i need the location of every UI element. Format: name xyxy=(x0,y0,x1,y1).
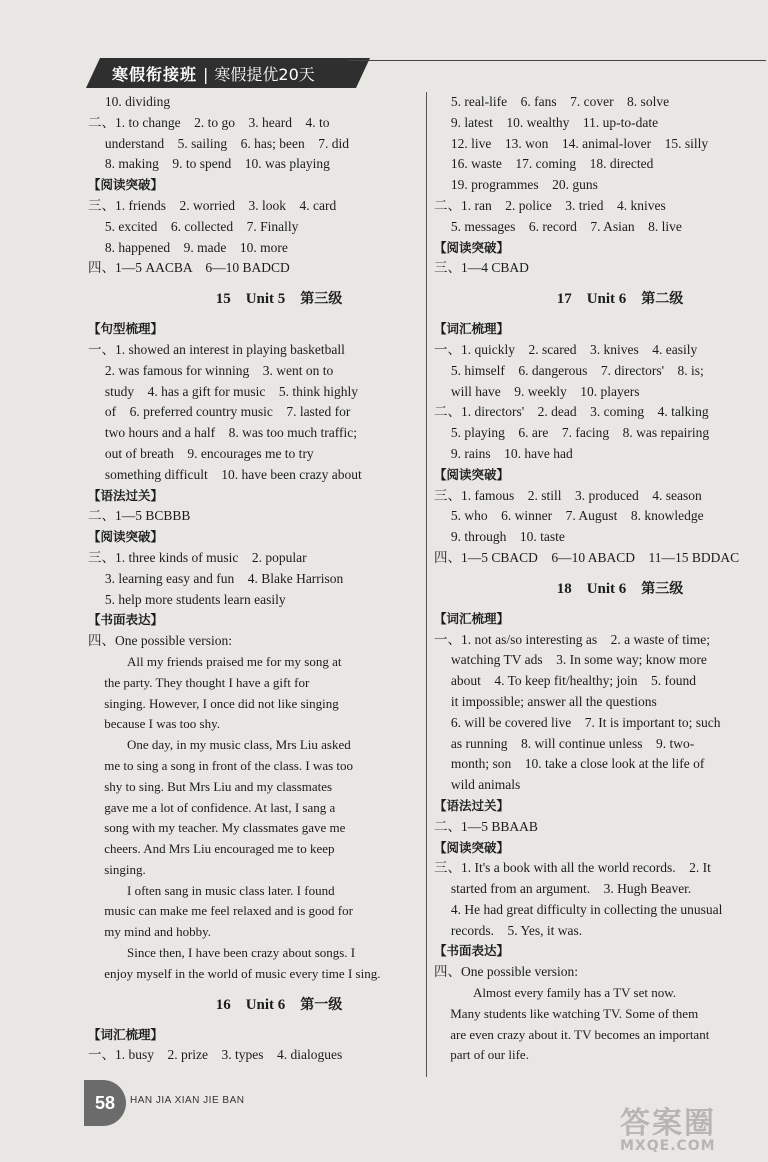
answer-line: 一、1. busy 2. prize 3. types 4. dialogues xyxy=(88,1047,343,1063)
answer-line: as running 8. will continue unless 9. two- xyxy=(434,735,695,751)
unit-title-text: 18 Unit 6 xyxy=(556,580,642,597)
unit-title-text: 17 Unit 6 xyxy=(556,291,642,308)
watermark-main: 答案圈 xyxy=(620,1106,716,1141)
unit-level: 第一级 xyxy=(300,996,343,1013)
essay-line: part of our life. xyxy=(434,1047,529,1063)
series-subtitle: 寒假提优20天 xyxy=(214,65,315,84)
answer-line: 8. happened 9. made 10. more xyxy=(88,239,288,255)
answer-line: 9. rains 10. have had xyxy=(434,445,573,461)
answer-line: study 4. has a gift for music 5. think highly xyxy=(88,383,358,399)
section-heading: 【词汇梳理】 xyxy=(434,610,510,626)
answer-line: 二、1. ran 2. police 3. tried 4. knives xyxy=(434,197,666,213)
series-title: 寒假衔接班 xyxy=(112,65,198,84)
answer-line: 三、1. famous 2. still 3. produced 4. season xyxy=(434,487,702,503)
answer-line: 四、1—5 CBACD 6—10 ABACD 11—15 BDDAC xyxy=(434,549,740,565)
answer-line: out of breath 9. encourages me to try xyxy=(88,445,314,461)
answer-line: about 4. To keep fit/healthy; join 5. found xyxy=(434,673,697,689)
answer-line: 5. real-life 6. fans 7. cover 8. solve xyxy=(434,94,670,109)
answer-line: 9. through 10. taste xyxy=(434,529,565,545)
answer-line: 四、One possible version: xyxy=(434,964,578,980)
header-rule xyxy=(348,60,766,61)
watermark-logo xyxy=(620,1098,760,1156)
essay-line: my mind and hobby. xyxy=(88,924,212,940)
section-heading: 【阅读突破】 xyxy=(434,239,510,255)
answer-line: two hours and a half 8. was too much traffic; xyxy=(88,425,357,441)
answer-line: 5. messages 6. record 7. Asian 8. live xyxy=(434,218,682,234)
answer-line: month; son 10. take a close look at the life of xyxy=(434,756,705,772)
essay-line: the party. They thought I have a gift for xyxy=(88,674,310,690)
unit-level: 第三级 xyxy=(641,580,684,597)
right-answer-column xyxy=(434,92,756,1066)
unit-title-text: 15 Unit 5 xyxy=(215,291,301,308)
essay-line: are even crazy about it. TV becomes an important xyxy=(434,1026,710,1042)
essay-line: me to sing a song in front of the class. I was too xyxy=(88,757,354,773)
answer-line: 9. latest 10. wealthy 11. up-to-date xyxy=(434,114,659,130)
essay-line: song with my teacher. My classmates gave me xyxy=(88,820,346,836)
essay-line: shy to sing. But Mrs Liu and my classmates xyxy=(88,778,333,794)
essay-line: Many students like watching TV. Some of them xyxy=(434,1005,699,1021)
answer-line: of 6. preferred country music 7. lasted for xyxy=(88,404,351,420)
answer-line: will have 9. weekly 10. players xyxy=(434,383,640,399)
section-heading: 【词汇梳理】 xyxy=(434,321,510,337)
header-title: 寒假衔接班 | 寒假提优20天 xyxy=(112,65,315,84)
answer-line: 一、1. showed an interest in playing basketball xyxy=(88,341,345,357)
page-header xyxy=(86,56,766,90)
answer-line: 三、1. three kinds of music 2. popular xyxy=(88,549,307,565)
answer-line: 四、1—5 AACBA 6—10 BADCD xyxy=(88,260,290,276)
answer-line: 二、1—5 BCBBB xyxy=(88,508,191,524)
answer-line: it impossible; answer all the questions xyxy=(434,693,657,709)
answer-line: understand 5. sailing 6. has; been 7. did xyxy=(88,135,349,151)
essay-line: gave me a lot of confidence. At last, I sang a xyxy=(88,799,336,815)
section-heading: 【阅读突破】 xyxy=(434,839,510,855)
unit-level: 第三级 xyxy=(300,291,343,308)
answer-line: 10. dividing xyxy=(88,94,171,109)
essay-line: singing. xyxy=(88,861,146,877)
section-heading: 【阅读突破】 xyxy=(434,466,510,482)
section-heading: 【阅读突破】 xyxy=(88,177,164,193)
answer-line: 三、1—4 CBAD xyxy=(434,260,529,276)
left-answer-column xyxy=(88,92,410,1066)
answer-line: 二、1. to change 2. to go 3. heard 4. to xyxy=(88,114,330,130)
answer-line: 一、1. quickly 2. scared 3. knives 4. easily xyxy=(434,341,698,357)
section-heading: 【阅读突破】 xyxy=(88,529,164,545)
answer-line: 12. live 13. won 14. animal-lover 15. silly xyxy=(434,135,709,151)
section-heading: 【句型梳理】 xyxy=(88,321,164,337)
answer-line: 3. learning easy and fun 4. Blake Harrison xyxy=(88,570,344,586)
answer-line: 19. programmes 20. guns xyxy=(434,177,598,193)
page-number: 58 xyxy=(84,1080,126,1126)
answer-line: 8. making 9. to spend 10. was playing xyxy=(88,156,330,172)
answer-line: 6. will be covered live 7. It is important to; such xyxy=(434,714,721,730)
essay-line: music can make me feel relaxed and is good for xyxy=(88,903,353,919)
essay-line: enjoy myself in the world of music every time I sing. xyxy=(88,965,381,981)
essay-line: All my friends praised me for my song at xyxy=(88,653,342,669)
answer-line: 5. excited 6. collected 7. Finally xyxy=(88,218,299,234)
answer-line: wild animals xyxy=(434,777,521,793)
footer-brand: HAN JIA XIAN JIE BAN xyxy=(130,1095,245,1106)
answer-line: watching TV ads 3. In some way; know more xyxy=(434,652,707,668)
unit-title xyxy=(88,985,410,1025)
essay-line: cheers. And Mrs Liu encouraged me to keep xyxy=(88,841,335,857)
essay-line: Almost every family has a TV set now. xyxy=(434,985,677,1001)
answer-line: records. 5. Yes, it was. xyxy=(434,922,583,938)
answer-line: 4. He had great difficulty in collecting the unusual xyxy=(434,901,723,917)
section-heading: 【词汇梳理】 xyxy=(88,1026,164,1042)
unit-title xyxy=(434,569,756,609)
answer-line: 5. who 6. winner 7. August 8. knowledge xyxy=(434,508,704,524)
essay-line: singing. However, I once did not like singing xyxy=(88,695,339,711)
answer-line: started from an argument. 3. Hugh Beaver. xyxy=(434,881,692,897)
unit-title xyxy=(88,279,410,319)
answer-line: 三、1. It's a book with all the world records. 2. It xyxy=(434,860,711,876)
answer-line: 5. help more students learn easily xyxy=(88,591,286,607)
section-heading: 【书面表达】 xyxy=(88,612,164,628)
section-heading: 【语法过关】 xyxy=(88,487,164,503)
essay-line: One day, in my music class, Mrs Liu asked xyxy=(88,737,351,753)
essay-line: because I was too shy. xyxy=(88,716,221,732)
answer-line: 二、1—5 BBAAB xyxy=(434,818,538,834)
unit-title xyxy=(434,279,756,319)
unit-level: 第二级 xyxy=(641,291,684,308)
column-divider xyxy=(426,92,427,1077)
answer-line: 二、1. directors' 2. dead 3. coming 4. talking xyxy=(434,404,709,420)
answer-line: 16. waste 17. coming 18. directed xyxy=(434,156,654,172)
section-heading: 【书面表达】 xyxy=(434,943,510,959)
answer-line: 5. playing 6. are 7. facing 8. was repairing xyxy=(434,425,710,441)
answer-line: 四、One possible version: xyxy=(88,633,232,649)
answer-line: 2. was famous for winning 3. went on to xyxy=(88,362,334,378)
unit-title-text: 16 Unit 6 xyxy=(215,996,301,1013)
essay-line: I often sang in music class later. I found xyxy=(88,882,335,898)
essay-line: Since then, I have been crazy about songs. I xyxy=(88,945,356,961)
watermark-url: MXQE.COM xyxy=(620,1138,716,1154)
answer-line: something difficult 10. have been crazy about xyxy=(88,466,362,482)
answer-line: 一、1. not as/so interesting as 2. a waste of time; xyxy=(434,631,710,647)
section-heading: 【语法过关】 xyxy=(434,797,510,813)
answer-line: 5. himself 6. dangerous 7. directors' 8. is; xyxy=(434,362,704,378)
answer-line: 三、1. friends 2. worried 3. look 4. card xyxy=(88,197,337,213)
